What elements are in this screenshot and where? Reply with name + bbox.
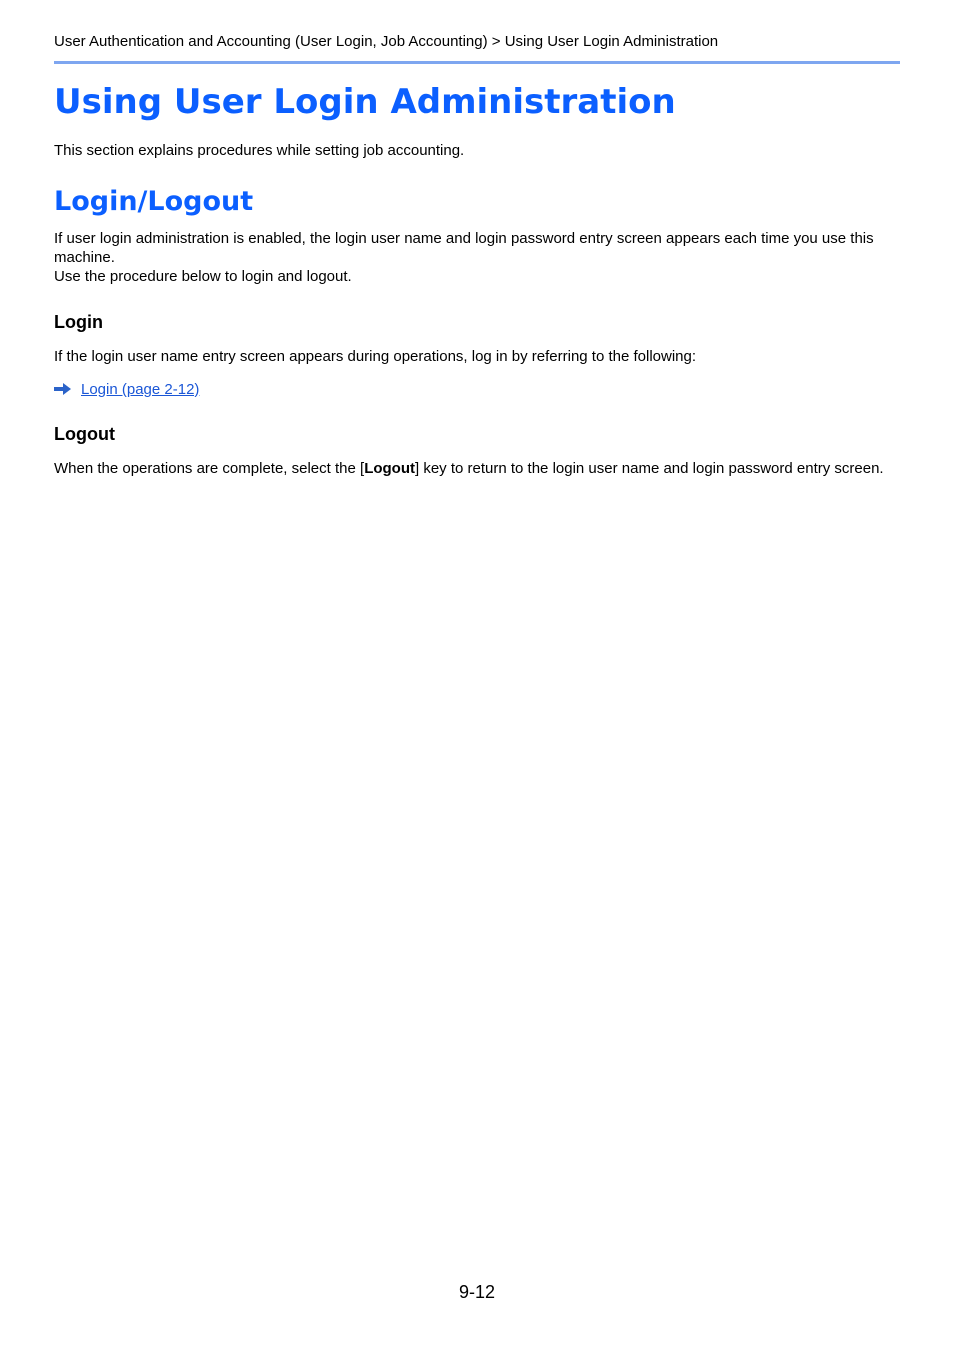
arrow-right-icon xyxy=(54,382,72,396)
section-heading-login-logout: Login/Logout xyxy=(54,186,254,217)
login-reference[interactable] xyxy=(54,379,199,399)
logout-text-before: When the operations are complete, select the [ xyxy=(54,460,365,477)
subheading-login: Login xyxy=(54,312,103,332)
login-page-link[interactable]: Login (page 2-12) xyxy=(81,380,200,398)
logout-text-after: ] key to return to the login user name and login password entry screen. xyxy=(415,460,884,477)
logout-text xyxy=(54,459,900,478)
document-page xyxy=(54,0,900,1350)
breadcrumb: User Authentication and Accounting (User Login, Job Accounting) > Using User Login Administration xyxy=(54,33,719,50)
logout-key-label: Logout xyxy=(364,460,415,477)
subheading-logout: Logout xyxy=(54,424,115,444)
login-text: If the login user name entry screen appears during operations, log in by referring to the following: xyxy=(54,348,697,365)
section-paragraph xyxy=(54,229,900,286)
intro-text: This section explains procedures while setting job accounting. xyxy=(54,142,465,159)
page-title: Using User Login Administration xyxy=(54,82,676,122)
page-number: 9-12 xyxy=(458,1282,496,1302)
section-paragraph-line1: If user login administration is enabled, the login user name and login password entry screen appears each time you use this machine. xyxy=(54,230,874,266)
section-paragraph-line2: Use the procedure below to login and logout. xyxy=(54,268,352,285)
header-rule xyxy=(54,61,900,64)
